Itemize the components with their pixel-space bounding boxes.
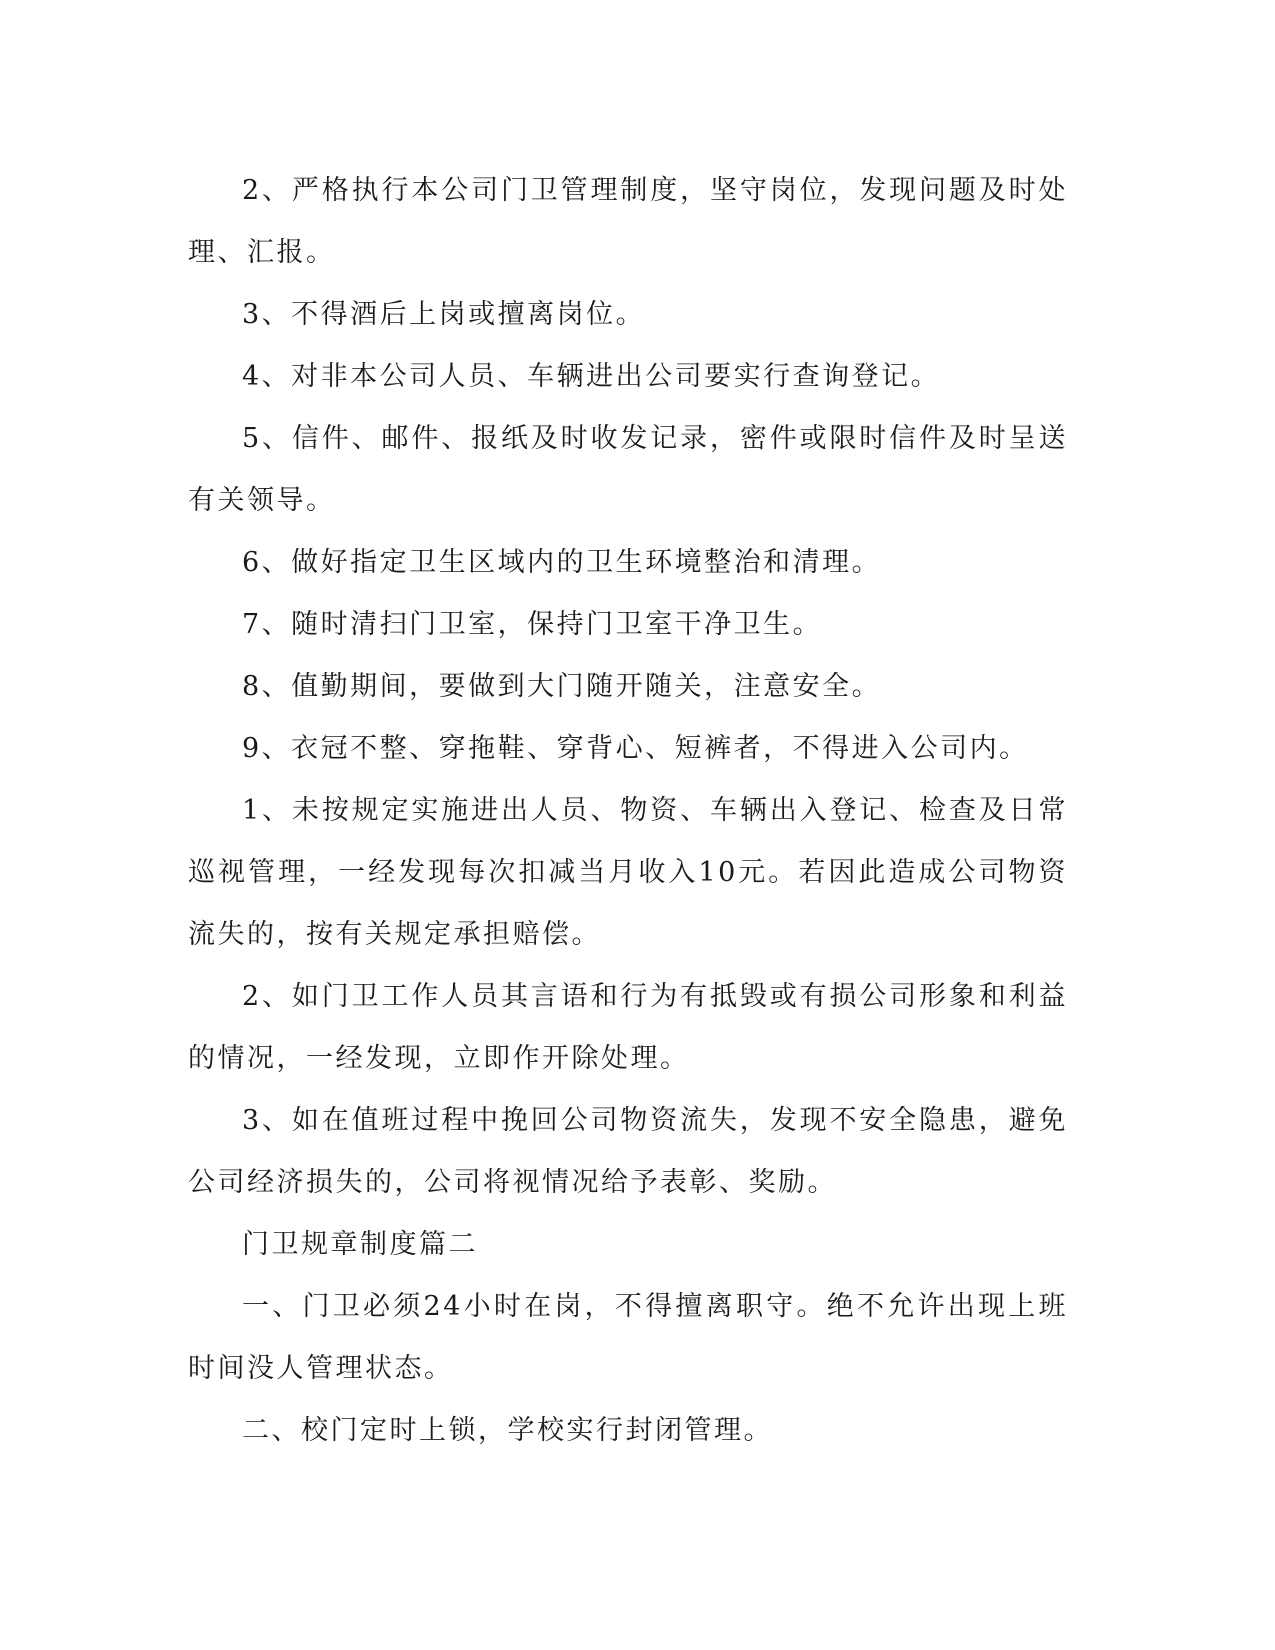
paragraph-section2-item-1: 一、门卫必须24小时在岗，不得擅离职守。绝不允许出现上班时间没人管理状态。 xyxy=(188,1291,1068,1384)
paragraph-penalty-2: 2、如门卫工作人员其言语和行为有抵毁或有损公司形象和利益的情况，一经发现，立即作开除处理。 xyxy=(188,981,1068,1074)
document-body xyxy=(188,160,1068,1462)
paragraph-rule-9-dress: 9、衣冠不整、穿拖鞋、穿背心、短裤者，不得进入公司内。 xyxy=(242,733,1029,764)
paragraph-rule-4-registration: 4、对非本公司人员、车辆进出公司要实行查询登记。 xyxy=(242,361,941,392)
paragraph-rule-8-gate: 8、值勤期间，要做到大门随开随关，注意安全。 xyxy=(242,671,882,702)
paragraph-section2-item-2: 二、校门定时上锁，学校实行封闭管理。 xyxy=(242,1415,773,1446)
paragraph-rule-7-cleaning: 7、随时清扫门卫室，保持门卫室干净卫生。 xyxy=(242,609,823,640)
paragraph-rule-3-no-alcohol: 3、不得酒后上岗或擅离岗位。 xyxy=(242,299,646,330)
section-heading: 门卫规章制度篇二 xyxy=(242,1229,478,1260)
paragraph-rule-6-sanitation: 6、做好指定卫生区域内的卫生环境整治和清理。 xyxy=(242,547,882,578)
paragraph-rule-2-duty: 2、严格执行本公司门卫管理制度，坚守岗位，发现问题及时处理、汇报。 xyxy=(188,175,1068,268)
paragraph-penalty-1: 1、未按规定实施进出人员、物资、车辆出入登记、检查及日常巡视管理，一经发现每次扣减当月收入10元。若因此造成公司物资流失的，按有关规定承担赔偿。 xyxy=(188,795,1068,950)
paragraph-reward-3: 3、如在值班过程中挽回公司物资流失，发现不安全隐患，避免公司经济损失的，公司将视情况给予表彰、奖励。 xyxy=(188,1105,1068,1198)
paragraph-rule-5-mail: 5、信件、邮件、报纸及时收发记录，密件或限时信件及时呈送有关领导。 xyxy=(188,423,1068,516)
